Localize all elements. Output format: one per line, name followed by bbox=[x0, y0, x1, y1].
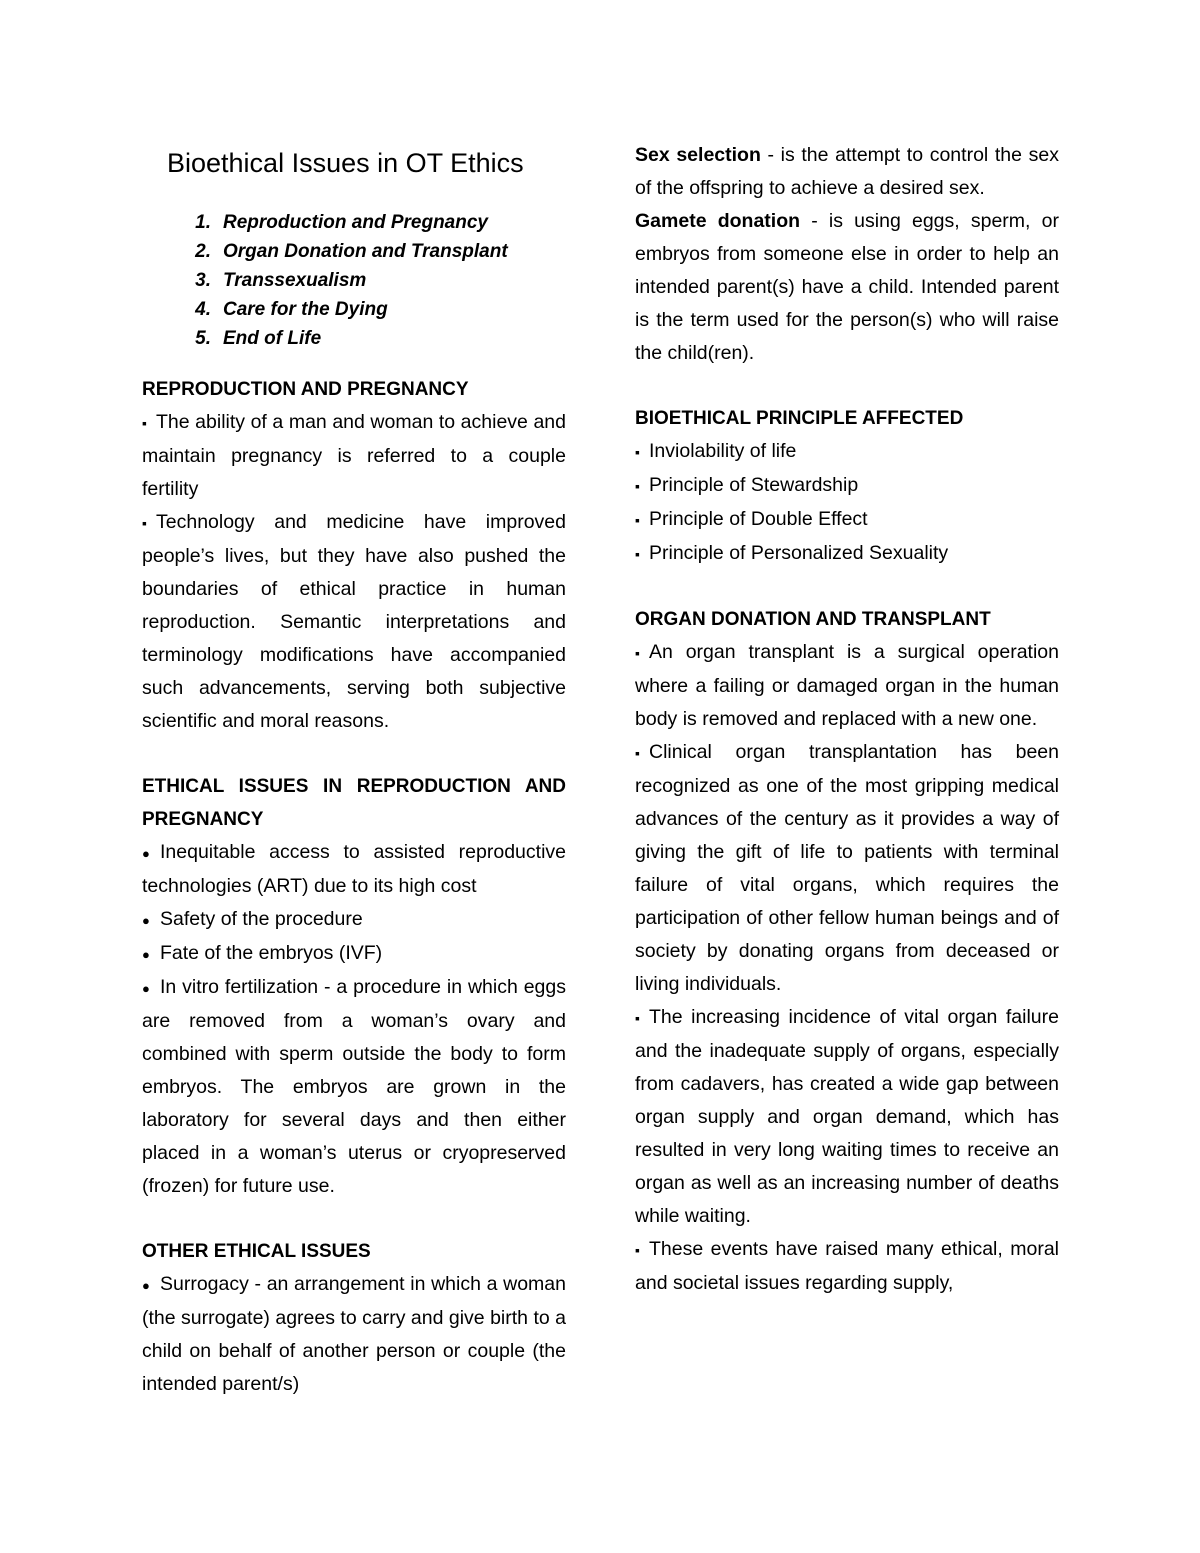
section-heading: ORGAN DONATION AND TRANSPLANT bbox=[635, 609, 991, 630]
ethical-issues-section bbox=[142, 770, 566, 1203]
term: Gamete donation bbox=[635, 210, 801, 232]
topic-item: 3. Transsexualism bbox=[195, 270, 367, 291]
organ-section bbox=[635, 603, 1059, 1300]
list-item: ▪ Inviolability of life bbox=[635, 435, 1059, 469]
square-bullet-icon: ▪ bbox=[142, 415, 147, 431]
paragraph: ▪ These events have raised many ethical, moral and societal issues regarding supply, bbox=[635, 1233, 1059, 1300]
section-heading: ETHICAL ISSUES IN REPRODUCTION AND PREGNANCY bbox=[142, 776, 566, 830]
paragraph: ▪ The increasing incidence of vital organ failure and the inadequate supply of organs, especially from cadavers, has created a wide gap between organ supply and organ demand, which has resulted in very long waiting times to receive an organ as well as an increasing number of deaths while waiting. bbox=[635, 1001, 1059, 1233]
page-title: Bioethical Issues in OT Ethics bbox=[167, 148, 524, 178]
principles-section bbox=[635, 402, 1059, 571]
term: Sex selection bbox=[635, 144, 761, 166]
square-bullet-icon: ▪ bbox=[635, 546, 640, 562]
paragraph: Sex selection - is the attempt to control the sex of the offspring to achieve a desired sex. bbox=[635, 144, 1059, 199]
topic-item: 1. Reproduction and Pregnancy bbox=[195, 212, 488, 233]
section-heading: BIOETHICAL PRINCIPLE AFFECTED bbox=[635, 408, 964, 429]
paragraph: ▪ An organ transplant is a surgical operation where a failing or damaged organ in the human body is removed and replaced with a new one. bbox=[635, 636, 1059, 736]
topic-item: 5. End of Life bbox=[195, 328, 322, 349]
section-heading: REPRODUCTION AND PREGNANCY bbox=[142, 379, 469, 400]
square-bullet-icon: ▪ bbox=[635, 512, 640, 528]
section-heading: OTHER ETHICAL ISSUES bbox=[142, 1241, 371, 1262]
other-issues-section bbox=[142, 1235, 566, 1401]
dot-bullet-icon: ● bbox=[142, 1278, 150, 1293]
definitions-section bbox=[635, 139, 1059, 370]
left-column bbox=[142, 140, 566, 1433]
square-bullet-icon: ▪ bbox=[635, 478, 640, 494]
topic-item: 2. Organ Donation and Transplant bbox=[195, 241, 508, 262]
dot-bullet-icon: ● bbox=[142, 913, 150, 928]
square-bullet-icon: ▪ bbox=[635, 745, 640, 761]
reproduction-section bbox=[142, 373, 566, 738]
list-item: ● In vitro fertilization - a procedure in which eggs are removed from a woman’s ovary and combined with sperm outside the body to form embryos. The embryos are grown in the laboratory for several days and then either placed in a woman’s uterus or cryopreserved (frozen) for future use. bbox=[142, 971, 566, 1203]
list-item: ▪ Principle of Stewardship bbox=[635, 469, 1059, 503]
paragraph: ▪ Clinical organ transplantation has been recognized as one of the most gripping medical advances of the century as it provides a way of giving the gift of life to patients with terminal failure of vital organs, which requires the participation of other fellow human beings and of society by donating organs from deceased or living individuals. bbox=[635, 736, 1059, 1001]
list-item: ▪ Principle of Double Effect bbox=[635, 503, 1059, 537]
topic-item: 4. Care for the Dying bbox=[195, 299, 388, 320]
list-item: ● Safety of the procedure bbox=[142, 903, 566, 937]
square-bullet-icon: ▪ bbox=[635, 1242, 640, 1258]
square-bullet-icon: ▪ bbox=[142, 515, 147, 531]
list-item: ▪ Principle of Personalized Sexuality bbox=[635, 537, 1059, 571]
paragraph: ▪ The ability of a man and woman to achieve and maintain pregnancy is referred to a couple fertility bbox=[142, 406, 566, 506]
paragraph: ▪ Technology and medicine have improved people’s lives, but they have also pushed the boundaries of ethical practice in human reproduction. Semantic interpretations and terminology modifications have accompanied such advancements, serving both subjective scientific and moral reasons. bbox=[142, 506, 566, 738]
dot-bullet-icon: ● bbox=[142, 947, 150, 962]
dot-bullet-icon: ● bbox=[142, 846, 150, 861]
topic-list bbox=[142, 208, 566, 353]
dot-bullet-icon: ● bbox=[142, 981, 150, 996]
square-bullet-icon: ▪ bbox=[635, 444, 640, 460]
square-bullet-icon: ▪ bbox=[635, 645, 640, 661]
square-bullet-icon: ▪ bbox=[635, 1010, 640, 1026]
list-item: ● Inequitable access to assisted reproductive technologies (ART) due to its high cost bbox=[142, 836, 566, 903]
paragraph: Gamete donation - is using eggs, sperm, or embryos from someone else in order to help an intended parent(s) have a child. Intended parent is the term used for the person(s) who will raise the child(ren). bbox=[635, 210, 1059, 364]
right-column bbox=[635, 139, 1059, 1332]
list-item: ● Fate of the embryos (IVF) bbox=[142, 937, 566, 971]
list-item: ● Surrogacy - an arrangement in which a woman (the surrogate) agrees to carry and give birth to a child on behalf of another person or couple (the intended parent/s) bbox=[142, 1268, 566, 1401]
